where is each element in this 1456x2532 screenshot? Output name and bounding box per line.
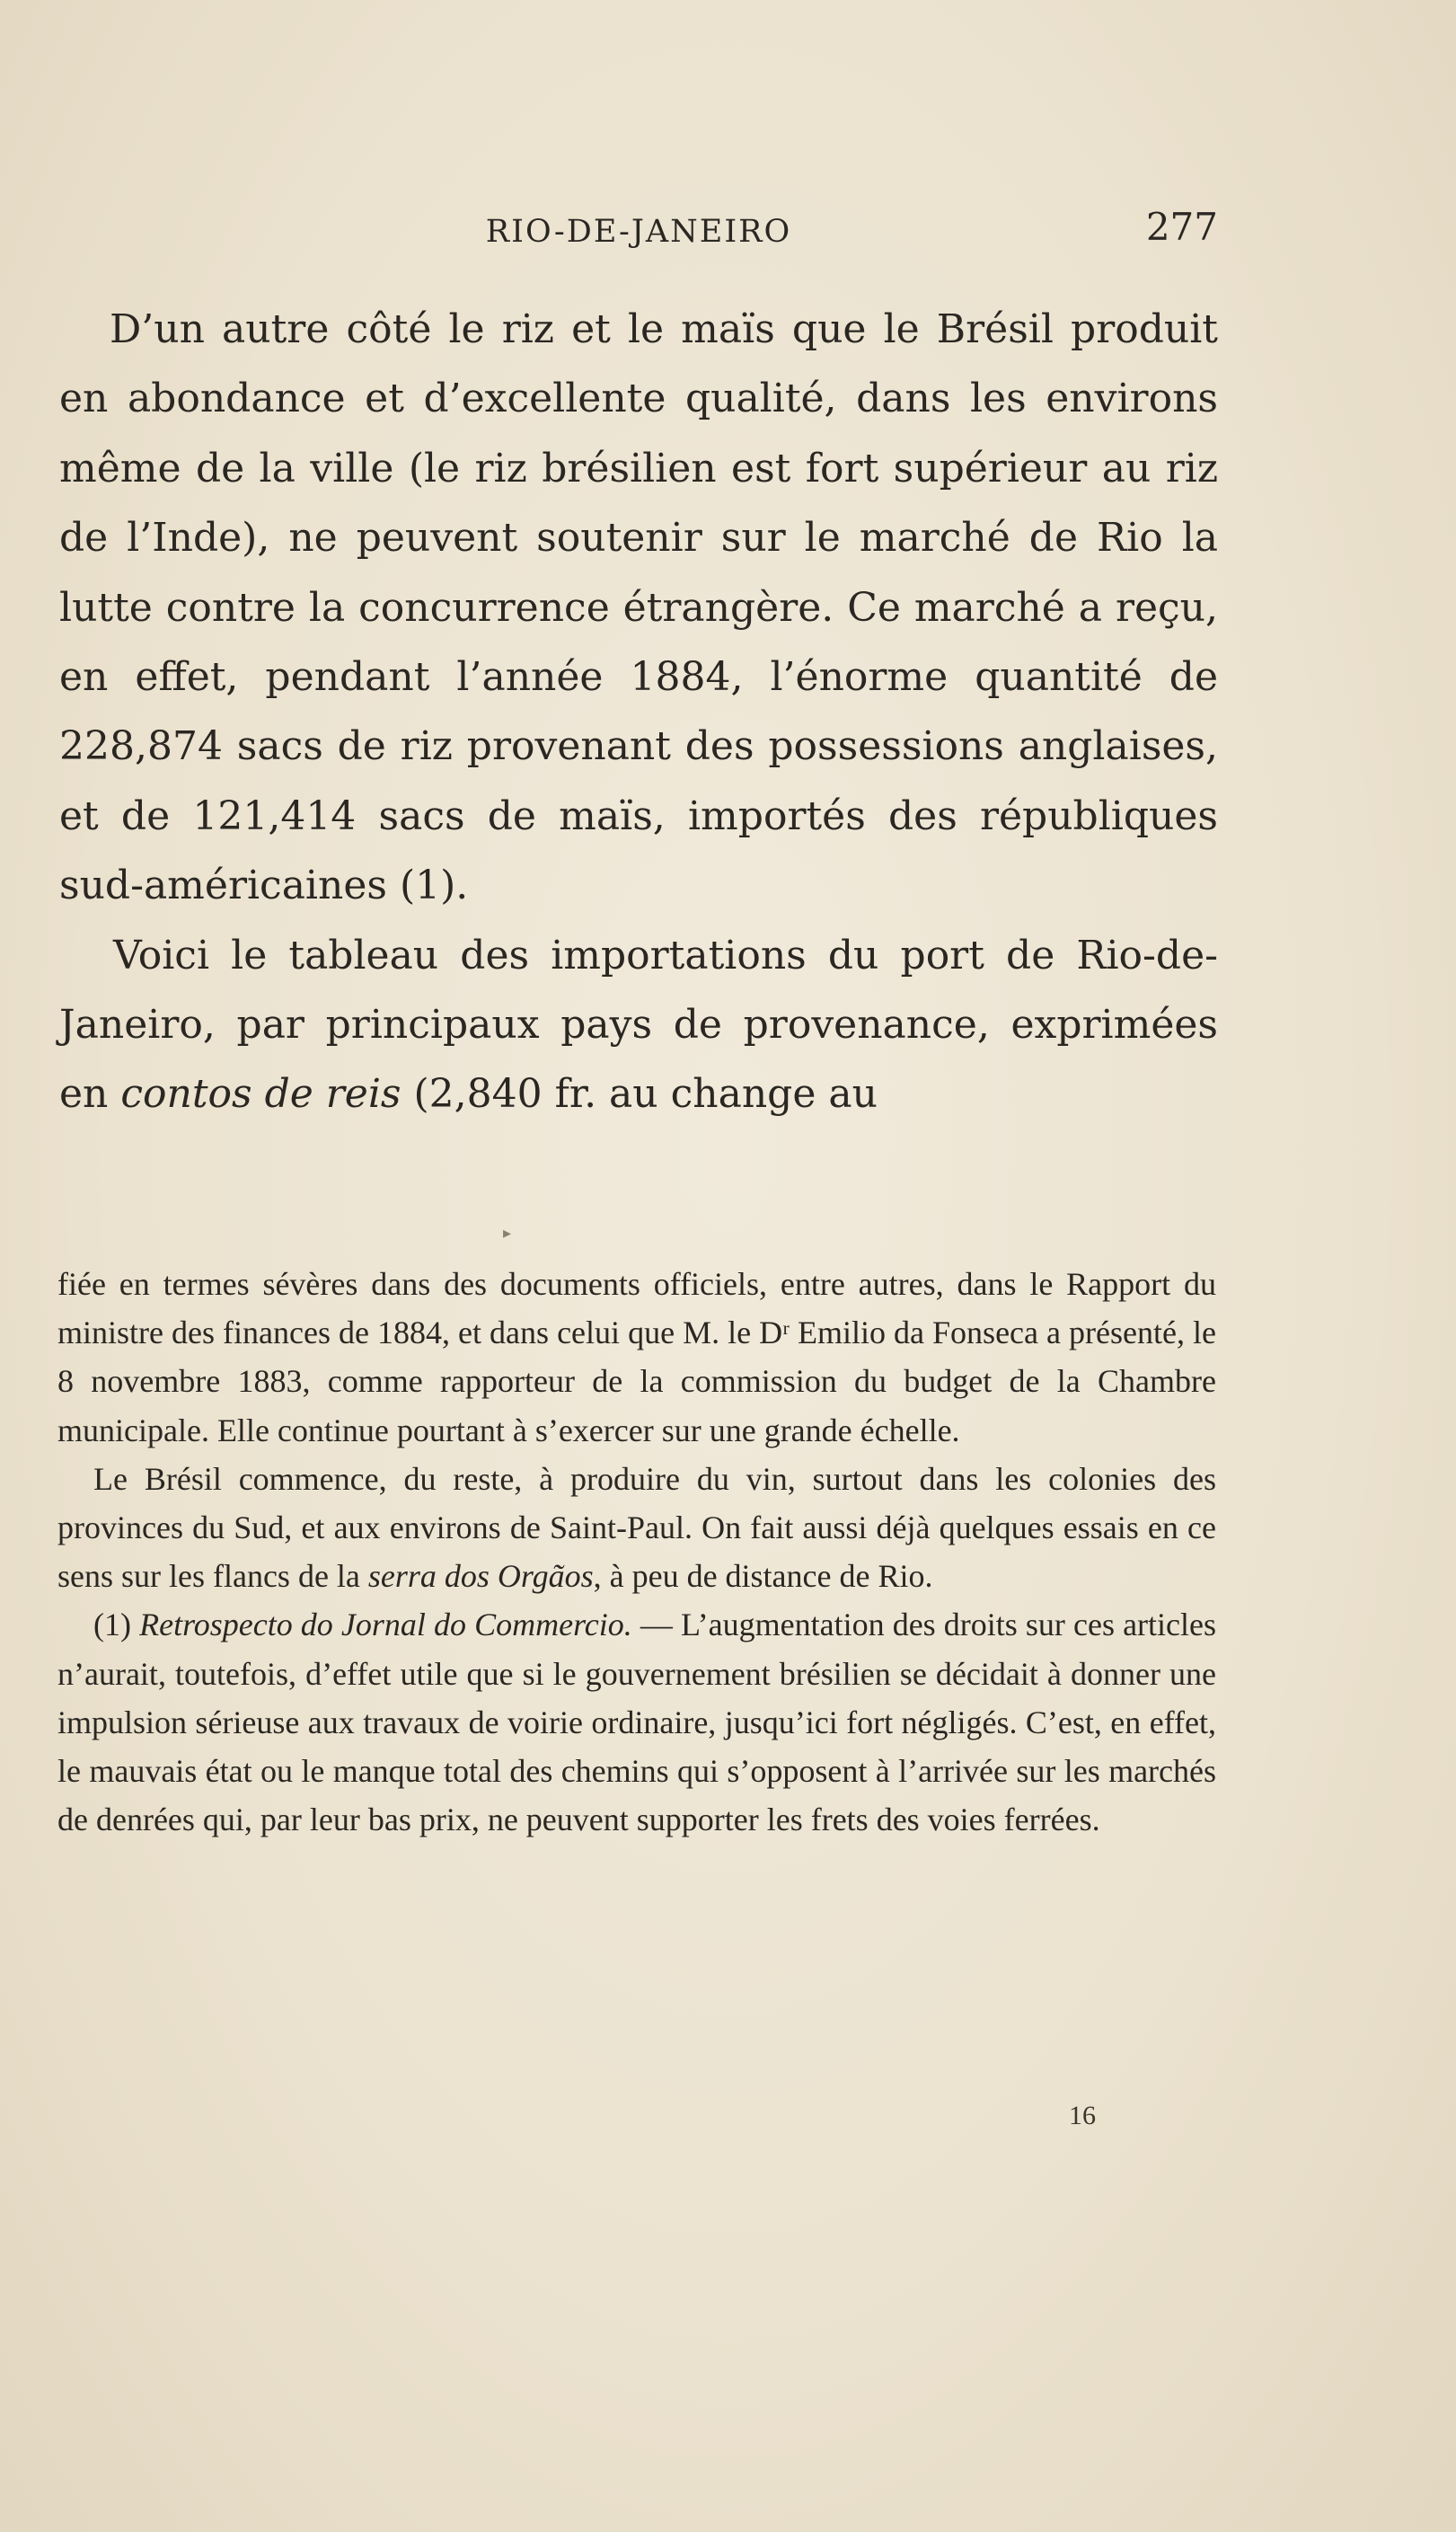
footnote-paragraph-italic: serra dos Orgãos — [367, 1558, 594, 1595]
footnote-paragraph-end: , à peu de distance de Rio. — [593, 1558, 933, 1595]
paragraph-2-start: Voici le tableau des importations du port de Rio-de-Janeiro, par principaux pays de provenance, exprimées en — [59, 932, 1218, 1118]
footnote-1-source: Retrospecto do Jornal do Commercio. — [139, 1607, 632, 1643]
signature-mark: 16 — [1069, 2101, 1096, 2130]
footnotes — [57, 1260, 1216, 1844]
footnote-1-marker: (1) — [93, 1607, 140, 1643]
footnote-1 — [57, 1600, 1216, 1844]
footnote-paragraph-start: Le Brésil commence, du reste, à produire du vin, surtout dans les colonies des provinces du Sud, et aux environs de Saint-Paul. On fait aussi déjà quelques essais en ce sens sur les flancs de la — [57, 1460, 1216, 1595]
paragraph-2-italic: contos de reis — [120, 1071, 402, 1118]
footnote-paragraph — [57, 1455, 1216, 1601]
paragraph-2-end: (2,840 fr. au change au — [401, 1071, 878, 1118]
paragraph-1: D’un autre côté le riz et le maïs que le Brésil produit en abondance et d’excellente qualité, dans les environs même de la ville (le riz brésilien est fort supérieur au riz de l’Inde), ne peuvent soutenir sur le marché de Rio la lutte contre la concurrence étrangère. Ce marché a reçu, en effet, pendant l’année 1884, l’énorme quantité de 228,874 sacs de riz provenant des possessions anglaises, et de 121,414 sacs de maïs, importés des républiques sud-américaines (1). — [59, 306, 1218, 909]
page-number: 277 — [1145, 205, 1218, 249]
main-text — [59, 295, 1218, 1129]
paragraph-2 — [59, 921, 1218, 1129]
running-head — [59, 205, 1218, 259]
footnote-continuation: fiée en termes sévères dans des documents officiels, entre autres, dans le Rapport du ministre des finances de 1884, et dans celui que M. le Dʳ Emilio da Fonseca a présenté, le 8 novembre 1883, comme rapporteur de la commission du budget de la Chambre municipale. Elle continue pourtant à s’exercer sur une grande échelle. — [57, 1266, 1216, 1448]
running-title: RIO-DE-JANEIRO — [485, 214, 792, 250]
footnote-1-text: — L’augmentation des droits sur ces articles n’aurait, toutefois, d’effet utile que si le gouvernement brésilien se décidait à donner une impulsion sérieuse aux travaux de voirie ordinaire, jusqu’ici fort négligés. C’est, en effet, le mauvais état ou le manque total des chemins qui s’opposent à l’arrivée sur les marchés de denrées qui, par leur bas prix, ne peuvent supporter les frets des voies ferrées. — [57, 1607, 1217, 1838]
ornament-mark: ▸ — [503, 1224, 512, 1243]
